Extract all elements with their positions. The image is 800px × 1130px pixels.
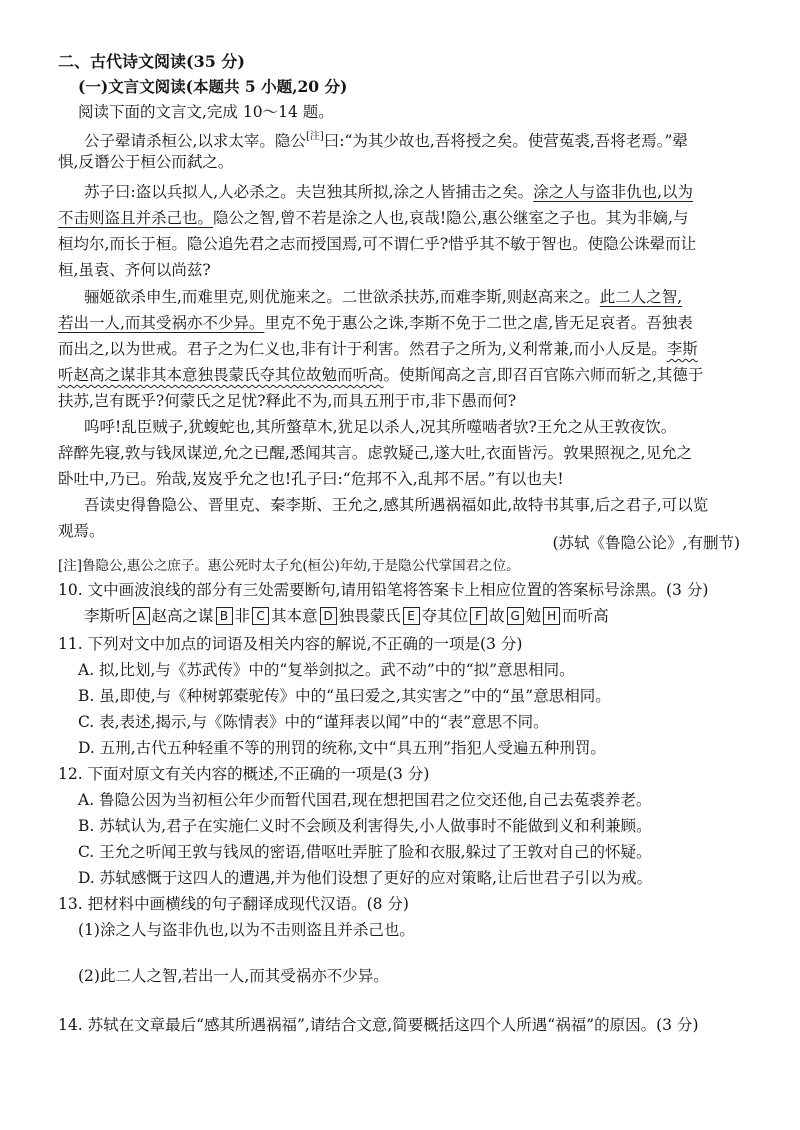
passage-line: 而出之,以为世戒。君子之为仁义也,非有计于利害。然君子之所为,义利常兼,而小人反是。李斯 — [58, 340, 698, 358]
question-10-segments: 李斯听 A 赵高之谋 B 非 C 其本意 D 独畏蒙氏 E 夺其位 F 故 G 勉 H 而听高 — [84, 607, 609, 625]
passage-line: 辞醉先寝,敦与钱凤谋逆,允之已醒,悉闻其言。虑敦疑己,遂大吐,衣面皆污。敦果照视之,见允之 — [58, 444, 693, 462]
question-14-stem: 14. 苏轼在文章最后“感其所遇祸福”,请结合文意,简要概括这四个人所遇“祸福”的原因。(3 分) — [58, 1016, 699, 1034]
break-box-d[interactable]: D — [320, 607, 337, 625]
source-citation: (苏轼《鲁隐公论》,有删节) — [552, 534, 740, 552]
question-11-option-b: B. 虽,即使,与《种树郭橐驼传》中的“虽曰爱之,其实害之”中的“虽”意思相同。 — [78, 687, 611, 705]
section-title: 二、古代诗文阅读(35 分) — [58, 52, 245, 71]
note-marker: [注] — [305, 131, 324, 142]
question-12-option-c: C. 王允之听闻王敦与钱凤的密语,借呕吐弄脏了脸和衣服,躲过了王敦对自己的怀疑。 — [78, 843, 652, 861]
passage-line: 不击则盗且并杀己也。隐公之智,曾不若是涂之人也,哀哉!隐公,惠公继室之子也。其为非嫡,与 — [58, 209, 689, 227]
passage-line: 听赵高之谋非其本意独畏蒙氏夺其位故勉而听高。使斯闻高之言,即召百官陈六师而斩之,其德于 — [58, 366, 704, 384]
passage-line: 骊姬欲杀申生,而难里克,则优施来之。二世欲杀扶苏,而难李斯,则赵高来之。此二人之智, — [84, 288, 683, 306]
break-box-f[interactable]: F — [470, 607, 487, 625]
question-13-item-2: (2)此二人之智,若出一人,而其受祸亦不少异。 — [78, 967, 389, 985]
passage-line: 卧吐中,乃已。殆哉,岌岌乎允之也!孔子曰:“危邦不入,乱邦不居。”有以也夫! — [58, 470, 564, 488]
passage-line: 呜呼!乱臣贼子,犹蝮蛇也,其所螫草木,犹足以杀人,况其所噬啮者欤?王允之从王敦夜饮。 — [84, 418, 677, 436]
passage-line: 吾读史得鲁隐公、晋里克、秦李斯、王允之,感其所遇祸福如此,故特书其事,后之君子,可以览 — [84, 496, 709, 514]
break-box-h[interactable]: H — [543, 607, 560, 625]
passage-line: 观焉。 — [58, 522, 105, 540]
underlined-sentence-2-cont: 若出一人,而其受祸亦不少异。 — [58, 314, 265, 332]
passage-line: 若出一人,而其受祸亦不少异。里克不免于惠公之诛,李斯不免于二世之虐,皆无足哀者。吾独表 — [58, 314, 693, 332]
underlined-sentence-2: 此二人之智, — [599, 288, 683, 306]
break-box-a[interactable]: A — [133, 607, 150, 625]
break-box-e[interactable]: E — [403, 607, 420, 625]
break-box-c[interactable]: C — [252, 607, 269, 625]
passage-line: 桓,虽袁、齐何以尚兹? — [58, 261, 211, 279]
passage-line: 公子翚请杀桓公,以求太宰。隐公[注]曰:“为其少故也,吾将授之矣。使营菟裘,吾将老焉。”翚 — [84, 131, 688, 150]
instruction: 阅读下面的文言文,完成 10～14 题。 — [78, 103, 334, 121]
footnote: [注]鲁隐公,惠公之庶子。惠公死时太子允(桓公)年幼,于是隐公代掌国君之位。 — [58, 558, 520, 574]
question-12-option-b: B. 苏轼认为,君子在实施仁义时不会顾及利害得失,小人做事时不能做到义和利兼顾。 — [78, 817, 652, 835]
break-box-b[interactable]: B — [216, 607, 233, 625]
passage-line: 惧,反谮公于桓公而弑之。 — [58, 153, 234, 171]
wavy-underline-text-cont: 听赵高之谋非其本意独畏蒙氏夺其位故勉而听高 — [58, 366, 384, 384]
break-box-g[interactable]: G — [507, 607, 524, 625]
underlined-sentence-1-cont: 不击则盗且并杀己也。 — [58, 209, 214, 227]
subsection-title: (一)文言文阅读(本题共 5 小题,20 分) — [78, 77, 348, 96]
question-13-stem: 13. 把材料中画横线的句子翻译成现代汉语。(8 分) — [58, 895, 409, 913]
passage-line: 苏子曰:盗以兵拟人,人必杀之。夫岂独其所拟,涂之人皆捕击之矣。涂之人与盗非仇也,以为 — [84, 183, 694, 201]
passage-line: 扶苏,岂有既乎?何蒙氏之足忧?释此不为,而具五刑于市,非下愚而何? — [58, 392, 517, 410]
question-12-option-a: A. 鲁隐公因为当初桓公年少而暂代国君,现在想把国君之位交还他,自己去菟裘养老。 — [78, 791, 652, 809]
question-11-option-c: C. 表,表述,揭示,与《陈情表》中的“谨拜表以闻”中的“表”意思不同。 — [78, 713, 549, 731]
question-11-option-a: A. 拟,比划,与《苏武传》中的“复举剑拟之。武不动”中的“拟”意思相同。 — [78, 661, 575, 679]
wavy-underline-text: 李斯 — [666, 340, 698, 358]
question-12-stem: 12. 下面对原文有关内容的概述,不正确的一项是(3 分) — [58, 765, 430, 783]
question-10-stem: 10. 文中画波浪线的部分有三处需要断句,请用铅笔将答案卡上相应位置的答案标号涂黑。(3 分) — [58, 581, 709, 599]
question-13-item-1: (1)涂之人与盗非仇也,以为不击则盗且并杀己也。 — [78, 921, 415, 939]
question-11-stem: 11. 下列对文中加点的词语及相关内容的解说,不正确的一项是(3 分) — [58, 635, 523, 653]
question-11-option-d: D. 五刑,古代五种轻重不等的刑罚的统称,文中“具五刑”指犯人受遍五种刑罚。 — [78, 739, 606, 757]
question-12-option-d: D. 苏轼感慨于这四人的遭遇,并为他们设想了更好的应对策略,让后世君子引以为戒。 — [78, 869, 653, 887]
passage-line: 桓均尔,而长于桓。隐公追先君之志而授国焉,可不谓仁乎?惜乎其不敏于智也。使隐公诛翚而让 — [58, 235, 697, 253]
underlined-sentence-1: 涂之人与盗非仇也,以为 — [533, 183, 694, 201]
